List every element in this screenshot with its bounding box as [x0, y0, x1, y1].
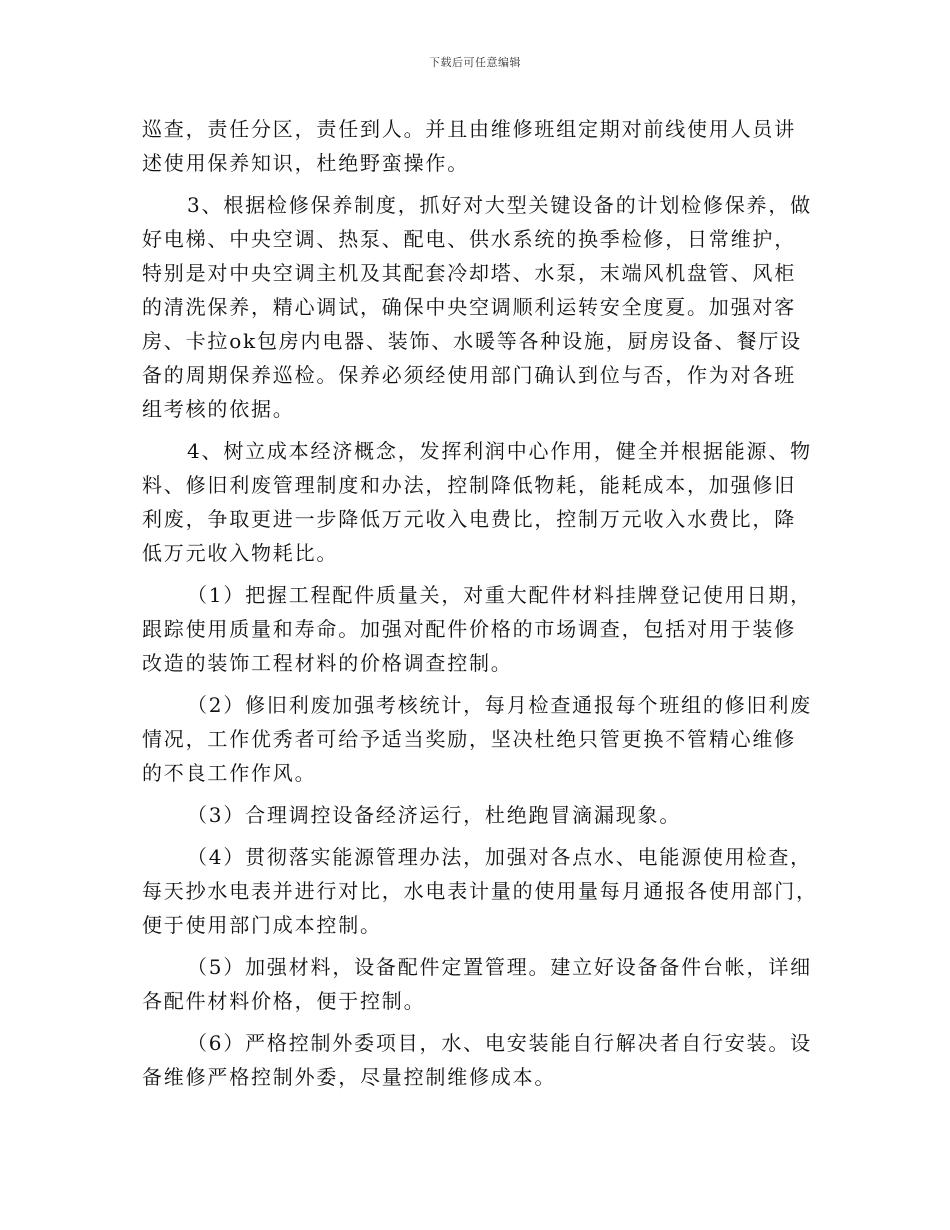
text-line: 房、卡拉ok包房内电器、装饰、水暖等各种设施，厨房设备、餐厅设 [142, 329, 802, 353]
text-line: 跟踪使用质量和寿命。加强对配件价格的市场调查，包括对用于装修 [142, 617, 796, 641]
paragraph [142, 950, 810, 1018]
text-line: 备的周期保养巡检。保养必须经使用部门确认到位与否，作为对各班 [142, 363, 796, 387]
text-line: 改造的装饰工程材料的价格调查控制。 [142, 651, 513, 675]
text-line: 情况，工作优秀者可给予适当奖励，坚决杜绝只管更换不管精心维修 [142, 727, 796, 751]
paragraph [142, 188, 810, 426]
text-line: （4）贯彻落实能源管理办法，加强对各点水、电能源使用检查， [187, 845, 812, 869]
text-line: 低万元收入物耗比。 [142, 541, 339, 565]
text-line: （3）合理调控设备经济运行，杜绝跑冒滴漏现象。 [187, 803, 682, 827]
paragraph [142, 578, 810, 680]
text-line: 利废，争取更进一步降低万元收入电费比，控制万元收入水费比，降 [142, 507, 796, 531]
paragraph [142, 798, 810, 832]
text-line: 每天抄水电表并进行对比，水电表计量的使用量每月通报各使用部门， [142, 879, 818, 903]
text-line: （2）修旧利废加强考核统计，每月检查通报每个班组的修旧利废 [187, 693, 812, 717]
paragraph [142, 688, 810, 790]
text-line: 特别是对中央空调主机及其配套冷却塔、水泵，末端风机盘管、风柜 [142, 261, 796, 285]
document-body [142, 112, 818, 1094]
text-line: 组考核的依据。 [142, 397, 295, 421]
text-line: （5）加强材料，设备配件定置管理。建立好设备备件台帐，详细 [187, 955, 812, 979]
page-header: 下载后可任意编辑 [429, 56, 521, 69]
text-line: 便于使用部门成本控制。 [142, 913, 382, 937]
text-line: （6）严格控制外委项目，水、电安装能自行解决者自行安装。设 [187, 1031, 812, 1055]
paragraph [142, 840, 818, 942]
paragraph [142, 434, 810, 570]
text-line: 的不良工作作风。 [142, 761, 317, 785]
paragraph [142, 1026, 810, 1094]
text-line: 料、修旧利废管理制度和办法，控制降低物耗，能耗成本，加强修旧 [142, 473, 796, 497]
text-line: 各配件材料价格，便于控制。 [142, 989, 426, 1013]
text-line: 3、根据检修保养制度，抓好对大型关键设备的计划检修保养，做 [187, 193, 812, 217]
text-line: 的清洗保养，精心调试，确保中央空调顺利运转安全度夏。加强对客 [142, 295, 796, 319]
text-line: （1）把握工程配件质量关，对重大配件材料挂牌登记使用日期， [187, 583, 812, 607]
text-line: 好电梯、中央空调、热泵、配电、供水系统的换季检修，日常维护， [142, 227, 796, 251]
text-line: 巡查，责任分区，责任到人。并且由维修班组定期对前线使用人员讲 [142, 117, 796, 141]
text-line: 备维修严格控制外委，尽量控制维修成本。 [142, 1065, 557, 1089]
paragraph [142, 112, 810, 180]
text-line: 述使用保养知识，杜绝野蛮操作。 [142, 151, 469, 175]
text-line: 4、树立成本经济概念，发挥利润中心作用，健全并根据能源、物 [187, 439, 812, 463]
